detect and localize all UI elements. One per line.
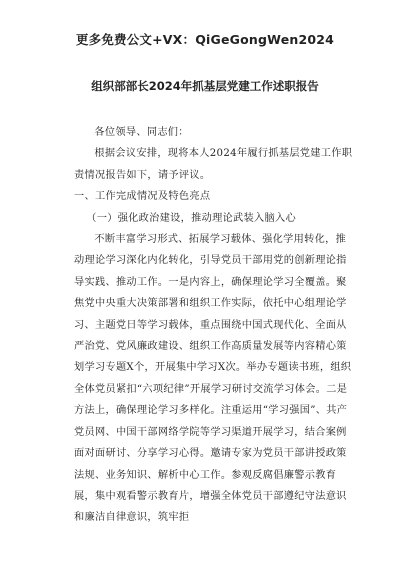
body-paragraph: 不断丰富学习形式、拓展学习载体、强化学用转化，推动理论学习深化内化转化，引导党员干部用党的创新理论指导实践、推动工作。一是内容上，确保理论学习全覆盖。聚焦党中央重大决策部署和组织工作实际，依托中心组理论学习、主题党日等学习载体，重点围绕中国式现代化、全面从严治党、党风廉政建设、组织工作高质量发展等内容精心策划学习专题X个，开展集中学习X次。举办专题读书班，组织全体党员紧扣“六项纪律”开展学习研讨交流学习体会。二是方法上，确保理论学习多样化。注重运用“学习强国”、共产党员网、中国干部网络学院等学习渠道开展学习，结合案例面对面研讨、分享学习心得。邀请专家为党员干部讲授政策法规、业务知识、解析中心工作。参观反腐倡廉警示教育展，集中观看警示教育片，增强全体党员干部遵纪守法意识和廉洁自律意识，筑牢拒 [74, 234, 352, 524]
section-heading: 一、工作完成情况及特色亮点 [74, 191, 211, 203]
document-body [74, 122, 356, 529]
promo-banner: 更多免费公文+VX：QiGeGongWen2024 [75, 32, 335, 47]
salutation: 各位领导、同志们： [94, 127, 189, 138]
intro-paragraph: 根据会议安排，现将本人2024年履行抓基层党建工作职责情况报告如下，请予评议。 [74, 148, 353, 181]
subsection-heading: （一）强化政治建设，推动理论武装入脑入心 [86, 212, 296, 224]
document-title: 组织部部长2024年抓基层党建工作述职报告 [91, 79, 319, 93]
